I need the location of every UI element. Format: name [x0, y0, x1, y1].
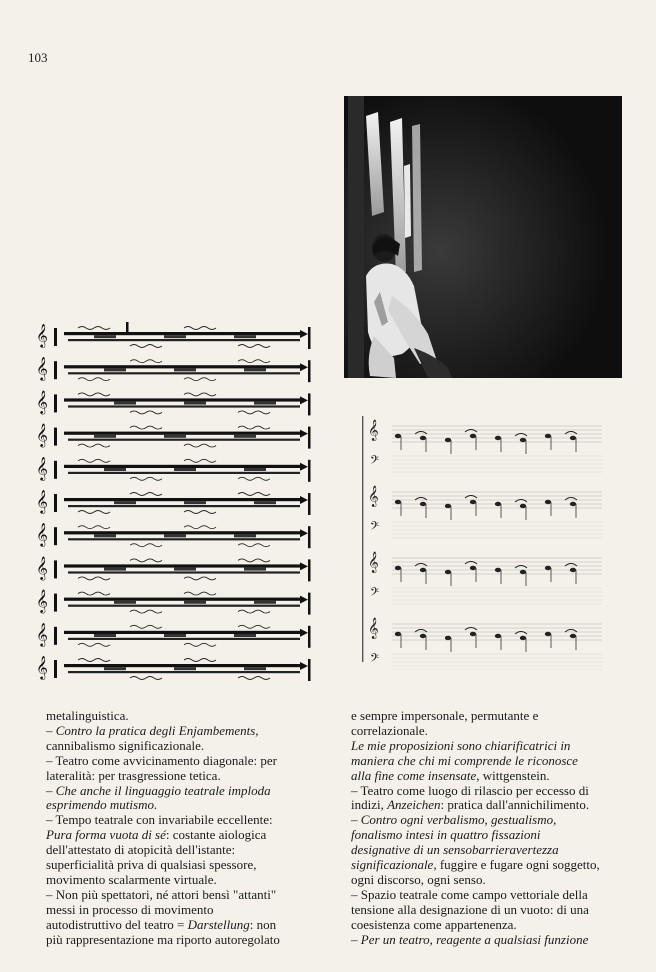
note-head [520, 570, 526, 574]
text-line [46, 828, 331, 843]
tick-mark [126, 322, 129, 332]
handwritten-mark [78, 459, 110, 462]
text-line: – Contro ogni verbalismo, gestualismo, [351, 812, 557, 828]
note-head [570, 436, 576, 440]
text-line: cannibalismo significazionale. [46, 737, 205, 753]
text-line: più rappresentazione ma riporto autoregolato [46, 931, 280, 947]
note-head [545, 500, 551, 504]
note-head [520, 438, 526, 442]
staff-bar [68, 638, 300, 640]
note-head [395, 566, 401, 570]
handwritten-mark [184, 393, 216, 396]
staff-bar [64, 332, 302, 335]
note-head [420, 634, 426, 638]
arrow-head [300, 562, 308, 570]
text-run-italic: significazionale [351, 857, 434, 873]
note-head [545, 632, 551, 636]
handwritten-mark [130, 426, 162, 429]
bar-segment [174, 468, 196, 471]
end-barline [308, 493, 311, 515]
text-run: , fuggire e fugare ogni soggetto, [433, 857, 600, 873]
handwritten-mark [130, 625, 162, 628]
text-run: indizi, [351, 797, 388, 813]
bar-segment [184, 601, 206, 604]
text-run-italic: Darstellung [187, 916, 250, 932]
tie [415, 564, 427, 567]
text-line: – Spazio teatrale come campo vettoriale della [351, 886, 588, 902]
bar-segment [254, 601, 276, 604]
text-line: – Contro la pratica degli Enjambements, [46, 722, 259, 738]
text-line: movimento scalarmente virtuale. [46, 871, 217, 887]
treble-clef: 𝄞 [36, 489, 48, 513]
text-line: Le mie proposizioni sono chiarificatrici in [351, 737, 571, 753]
system-barline [54, 594, 57, 612]
treble-clef: 𝄞 [36, 389, 48, 414]
handwritten-mark [130, 677, 162, 680]
text-line: designative di un sensobarrieravertezza [351, 842, 559, 858]
handwritten-mark [130, 610, 162, 613]
text-line: maniera che chi mi comprende le riconosce [351, 752, 578, 768]
note-head [420, 568, 426, 572]
bass-clef: 𝄢 [370, 586, 380, 602]
text-column-right [351, 709, 623, 948]
bar-segment [94, 335, 116, 338]
staff-bar [64, 398, 302, 401]
text-line [46, 918, 331, 933]
system-barline [54, 527, 57, 545]
bar-segment [104, 667, 126, 670]
text-line: e sempre impersonale, permutante e [351, 708, 539, 723]
bar-segment [174, 368, 196, 371]
system-barline [54, 328, 57, 346]
handwritten-mark [78, 378, 110, 381]
bar-segment [244, 568, 266, 571]
music-score-left-drawing [34, 322, 324, 694]
bar-segment [114, 402, 136, 405]
text-line [351, 858, 623, 873]
text-line: dell'attestato di atopicità dell'istante: [46, 842, 236, 858]
handwritten-mark [184, 327, 216, 330]
text-run: , wittgenstein. [476, 767, 550, 783]
note-head [420, 436, 426, 440]
bass-clef: 𝄢 [370, 652, 380, 668]
bar-segment [174, 568, 196, 571]
bar-segment [164, 534, 186, 537]
handwritten-mark [238, 677, 270, 680]
staff-bar [64, 564, 302, 567]
handwritten-mark [78, 577, 110, 580]
photograph-figure [344, 96, 622, 378]
note-head [495, 502, 501, 506]
handwritten-mark [238, 610, 270, 613]
text-line: correlazionale. [351, 722, 428, 738]
treble-clef: 𝄞 [368, 552, 379, 573]
text-line: – Per un teatro, reagente a qualsiasi funzione [351, 931, 589, 947]
handwritten-mark [184, 643, 216, 646]
tie [415, 630, 427, 633]
bar-segment [254, 402, 276, 405]
handwritten-mark [78, 511, 110, 514]
handwritten-mark [184, 511, 216, 514]
end-barline [308, 559, 311, 581]
note-head [470, 434, 476, 438]
staff-bar [64, 631, 302, 634]
bar-segment [94, 435, 116, 438]
text-line: lateralità: per trasgressione tetica. [46, 767, 221, 783]
handwritten-mark [184, 526, 216, 529]
end-barline [308, 460, 311, 482]
bar-segment [244, 667, 266, 670]
staff-bar [68, 372, 300, 374]
staff-bar [64, 432, 302, 435]
text-run-italic: Anzeichen [387, 797, 441, 813]
bar-segment [164, 435, 186, 438]
handwritten-mark [130, 544, 162, 547]
handwritten-mark [130, 477, 162, 480]
handwritten-mark [238, 345, 270, 348]
text-line: metalinguistica. [46, 708, 129, 723]
handwritten-mark [78, 444, 110, 447]
note-head [445, 636, 451, 640]
note-head [395, 434, 401, 438]
handwritten-mark [78, 659, 110, 662]
staff-bar [68, 339, 300, 341]
system-barline [54, 494, 57, 512]
staff-bar [68, 439, 300, 441]
text-line: – Teatro come luogo di rilascio per eccesso di [351, 782, 589, 798]
text-line: – Tempo teatrale con invariabile eccellente: [46, 812, 273, 828]
bar-segment [114, 601, 136, 604]
system-barline [54, 660, 57, 678]
text-line: – Non più spettatori, né attori bensì "attanti" [46, 886, 277, 902]
text-line: fonalismo intesi in quattro fissazioni [351, 827, 541, 843]
text-line: superficialità priva di qualsiasi spessore, [46, 857, 257, 873]
bar-segment [244, 468, 266, 471]
staff-bar [64, 465, 302, 468]
bar-segment [254, 501, 276, 504]
staff-bar [68, 671, 300, 673]
note-head [570, 502, 576, 506]
text-run: : non [249, 916, 277, 932]
end-barline [308, 526, 311, 548]
bar-segment [244, 368, 266, 371]
note-head [520, 504, 526, 508]
staff-bar [68, 505, 300, 507]
arrow-head [300, 596, 308, 604]
tie [415, 498, 427, 501]
handwritten-mark [238, 625, 270, 628]
treble-clef: 𝄞 [36, 422, 48, 447]
staff-bar [64, 664, 302, 667]
system-barline [54, 560, 57, 578]
note-head [395, 500, 401, 504]
handwritten-mark [130, 411, 162, 414]
note-head [570, 634, 576, 638]
bar-segment [174, 667, 196, 670]
text-line: – Teatro come avvicinamento diagonale: per [46, 752, 277, 768]
treble-clef: 𝄞 [36, 356, 48, 381]
text-line: coesistenza come appartenenza. [351, 916, 517, 932]
bar-segment [234, 634, 256, 637]
text-run: autodistruttivo del teatro = [46, 916, 188, 932]
arrow-head [300, 496, 308, 504]
handwritten-mark [130, 559, 162, 562]
arrow-head [300, 662, 308, 670]
handwritten-mark [238, 493, 270, 496]
music-score-right [362, 412, 608, 670]
bar-segment [104, 368, 126, 371]
text-run: : pratica dall'annichilimento. [440, 797, 590, 813]
note-head [445, 570, 451, 574]
bar-segment [164, 634, 186, 637]
end-barline [308, 327, 311, 349]
note-head [445, 504, 451, 508]
bar-segment [234, 335, 256, 338]
arrow-head [300, 529, 308, 537]
bar-segment [234, 534, 256, 537]
bar-segment [104, 468, 126, 471]
handwritten-mark [184, 378, 216, 381]
handwritten-mark [78, 592, 110, 595]
text-line: ogni discorso, ogni senso. [351, 871, 486, 887]
handwritten-mark [78, 643, 110, 646]
system-barline [54, 461, 57, 479]
system-barline [54, 428, 57, 446]
handwritten-mark [184, 444, 216, 447]
arrow-head [300, 430, 308, 438]
system-bracket [362, 416, 363, 662]
system-barline [54, 361, 57, 379]
text-line: esprimendo mutismo. [46, 797, 158, 813]
bass-clef: 𝄢 [370, 454, 380, 470]
music-score-left [34, 322, 324, 694]
end-barline [308, 360, 311, 382]
handwritten-mark [238, 411, 270, 414]
end-barline [308, 593, 311, 615]
bar-segment [104, 568, 126, 571]
note-head [545, 434, 551, 438]
staff-bar [68, 571, 300, 573]
handwritten-mark [238, 426, 270, 429]
bass-clef: 𝄢 [370, 520, 380, 536]
bar-segment [94, 634, 116, 637]
note-head [470, 500, 476, 504]
handwritten-mark [184, 459, 216, 462]
page-number: 103 [28, 50, 48, 65]
text-line: tensione alla designazione di un vuoto: di una [351, 901, 589, 917]
end-barline [308, 626, 311, 648]
end-barline [308, 427, 311, 449]
treble-clef: 𝄞 [36, 323, 48, 347]
note-head [445, 438, 451, 442]
system-barline [54, 627, 57, 645]
bar-segment [164, 335, 186, 338]
treble-clef: 𝄞 [368, 420, 379, 441]
treble-clef: 𝄞 [36, 555, 48, 580]
text-line [351, 798, 623, 813]
text-line [351, 769, 623, 784]
note-head [495, 568, 501, 572]
treble-clef: 𝄞 [36, 455, 48, 480]
treble-clef: 𝄞 [36, 621, 48, 646]
handwritten-mark [238, 360, 270, 363]
text-run-italic: Pura forma vuota di sé [46, 827, 166, 843]
text-line: messi in processo di movimento [46, 901, 214, 917]
treble-clef: 𝄞 [36, 588, 48, 613]
arrow-head [300, 396, 308, 404]
handwritten-mark [78, 393, 110, 396]
note-head [420, 502, 426, 506]
handwritten-mark [78, 327, 110, 330]
note-head [520, 636, 526, 640]
music-score-right-drawing [362, 412, 608, 670]
handwritten-mark [184, 659, 216, 662]
tie [415, 432, 427, 435]
staff-bar [68, 472, 300, 474]
note-head [495, 436, 501, 440]
end-barline [308, 659, 311, 681]
arrow-head [300, 629, 308, 637]
bar-segment [114, 501, 136, 504]
note-head [570, 568, 576, 572]
arrow-head [300, 463, 308, 471]
tie [565, 498, 577, 501]
end-barline [308, 393, 311, 415]
handwritten-mark [238, 477, 270, 480]
arrow-head [300, 363, 308, 371]
staff-bar [68, 605, 300, 607]
treble-clef: 𝄞 [368, 618, 379, 639]
staff-bar [64, 365, 302, 368]
handwritten-mark [130, 493, 162, 496]
tie [565, 630, 577, 633]
handwritten-mark [130, 345, 162, 348]
text-run-italic: alla fine come insensate [351, 767, 477, 783]
bar-segment [184, 402, 206, 405]
note-head [470, 566, 476, 570]
bar-segment [234, 435, 256, 438]
handwritten-mark [78, 526, 110, 529]
tie [565, 564, 577, 567]
staff-bar [64, 598, 302, 601]
handwritten-mark [184, 592, 216, 595]
note-head [470, 632, 476, 636]
handwritten-mark [238, 544, 270, 547]
text-run: : costante aiologica [165, 827, 267, 843]
staff-bar [68, 405, 300, 407]
tie [565, 432, 577, 435]
staff-bar [64, 498, 302, 501]
handwritten-mark [184, 577, 216, 580]
arrow-head [300, 330, 308, 338]
staff-bar [64, 531, 302, 534]
bar-segment [184, 501, 206, 504]
handwritten-mark [238, 559, 270, 562]
bar-segment [94, 534, 116, 537]
note-head [395, 632, 401, 636]
handwritten-mark [130, 360, 162, 363]
text-line: – Che anche il linguaggio teatrale imploda [46, 782, 271, 798]
treble-clef: 𝄞 [36, 655, 48, 679]
note-head [495, 634, 501, 638]
system-barline [54, 394, 57, 412]
photograph [344, 96, 622, 378]
text-column-left [46, 709, 331, 948]
note-head [545, 566, 551, 570]
staff-bar [68, 538, 300, 540]
treble-clef: 𝄞 [368, 486, 379, 507]
treble-clef: 𝄞 [36, 522, 48, 547]
